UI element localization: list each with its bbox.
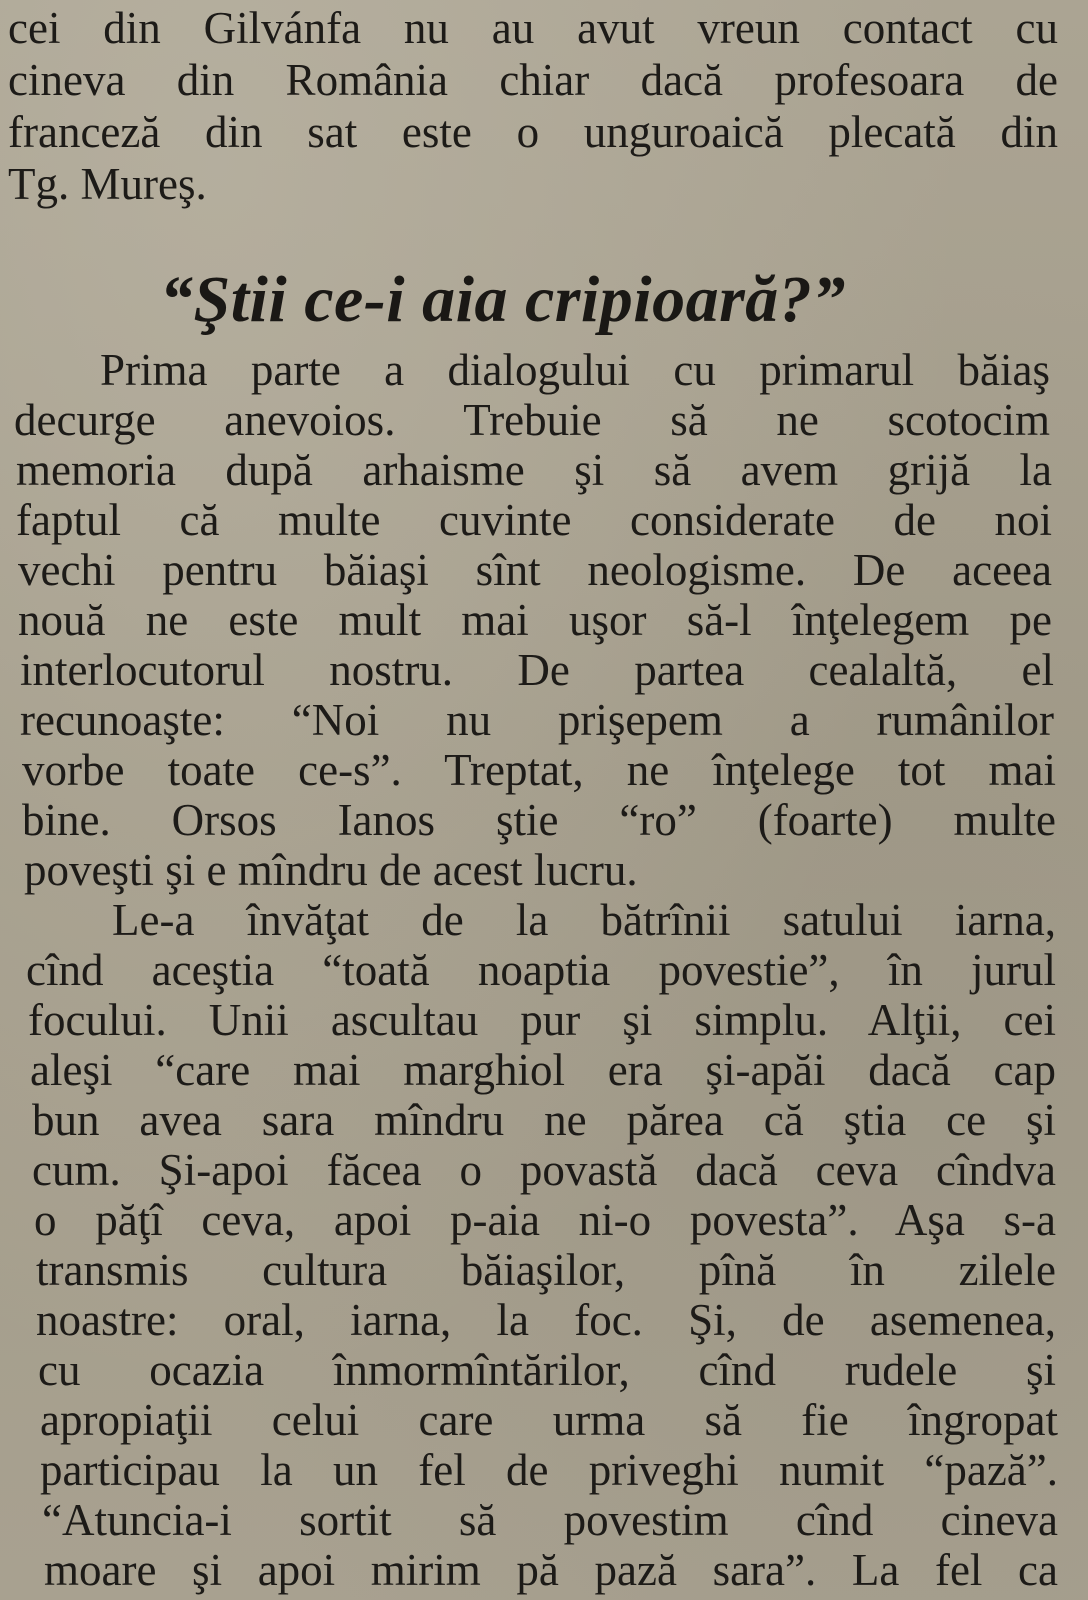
body-line: interlocutorul nostru. De partea cealaltă, el <box>20 645 1054 695</box>
body-line: moare şi apoi mirim pă pază sara”. La fel ca <box>44 1545 1058 1595</box>
body-line: cu ocazia înmormîntărilor, cînd rudele şi <box>38 1345 1056 1395</box>
body-line: cînd aceştia “toată noaptia povestie”, în jurul <box>26 945 1056 995</box>
intro-line: cei din Gilvánfa nu au avut vreun contact cu <box>8 3 1058 53</box>
body-line: participau la un fel de priveghi numit “pază”. <box>40 1445 1058 1495</box>
body-line: recunoaşte: “Noi nu prişepem a rumânilor <box>20 695 1054 745</box>
section-heading: “Ştii ce-i aia cripioară?” <box>160 263 846 336</box>
body-line: cum. Şi-apoi făcea o povastă dacă ceva cîndva <box>32 1145 1056 1195</box>
body-line: noastre: oral, iarna, la foc. Şi, de asemenea, <box>36 1295 1056 1345</box>
body-line: focului. Unii ascultau pur şi simplu. Alţii, cei <box>28 995 1056 1045</box>
body-line: “Atuncia-i sortit să povestim cînd cineva <box>42 1495 1058 1545</box>
body-line: o păţî ceva, apoi p-aia ni-o povesta”. Aşa s-a <box>34 1195 1056 1245</box>
body-line: decurge anevoios. Trebuie să ne scotocim <box>14 395 1050 445</box>
body-line: nouă ne este mult mai uşor să-l înţelegem pe <box>18 595 1052 645</box>
body-line: Prima parte a dialogului cu primarul băiaş <box>100 345 1050 395</box>
body-line: faptul că multe cuvinte considerate de noi <box>16 495 1052 545</box>
body-line: Le-a învăţat de la bătrînii satului iarna, <box>112 895 1056 945</box>
body-line: bine. Orsos Ianos ştie “ro” (foarte) multe <box>22 795 1056 845</box>
body-line: apropiaţii celui care urma să fie îngropat <box>40 1395 1058 1445</box>
body-line: vorbe toate ce-s”. Treptat, ne înţelege tot mai <box>22 745 1056 795</box>
intro-line: cineva din România chiar dacă profesoara de <box>8 55 1058 105</box>
intro-line: Tg. Mureş. <box>8 159 207 209</box>
body-line: poveşti şi e mîndru de acest lucru. <box>24 845 638 895</box>
body-line: transmis cultura băiaşilor, pînă în zilele <box>36 1245 1056 1295</box>
body-line: bun avea sara mîndru ne părea că ştia ce şi <box>32 1095 1056 1145</box>
intro-line: franceză din sat este o unguroaică plecată din <box>8 107 1058 157</box>
body-line: vechi pentru băiaşi sînt neologisme. De aceea <box>18 545 1052 595</box>
body-line: aleşi “care mai marghiol era şi-apăi dacă cap <box>30 1045 1056 1095</box>
body-line: memoria după arhaisme şi să avem grijă la <box>16 445 1052 495</box>
